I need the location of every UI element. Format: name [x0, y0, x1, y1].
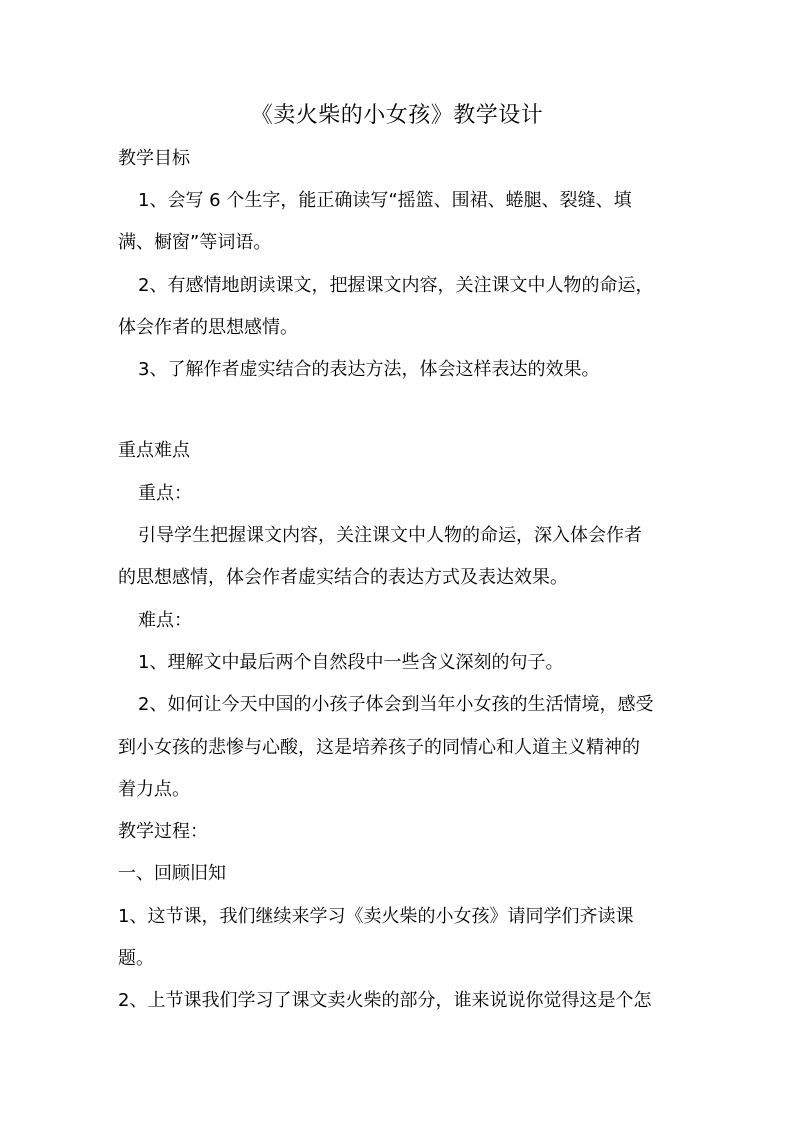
difficulty-2-line-1: 2、如何让今天中国的小孩子体会到当年小女孩的生活情境，感受 [138, 694, 654, 715]
key-point-line-2: 的思想感情，体会作者虚实结合的表达方式及表达效果。 [118, 567, 568, 588]
difficulty-2-line-3: 着力点。 [118, 779, 190, 800]
objective-1-line-1: 1、会写 6 个生字，能正确读写“摇篮、围裙、蜷腿、裂缝、填 [138, 190, 632, 211]
objective-1-line-2: 满、橱窗”等词语。 [118, 232, 272, 253]
section-heading-objectives: 教学目标 [118, 148, 190, 169]
process-item-1-line-2: 题。 [118, 948, 154, 969]
process-step-review: 一、回顾旧知 [118, 863, 226, 884]
section-heading-process: 教学过程： [118, 821, 208, 842]
process-item-2-line-1: 2、上节课我们学习了课文卖火柴的部分，谁来说说你觉得这是个怎 [118, 990, 652, 1011]
key-point-label: 重点： [138, 483, 192, 504]
objective-3-line: 3、了解作者虚实结合的表达方法，体会这样表达的效果。 [138, 359, 600, 380]
process-item-1-line-1: 1、这节课，我们继续来学习《卖火柴的小女孩》请同学们齐读课 [118, 906, 634, 927]
key-point-line-1: 引导学生把握课文内容，关注课文中人物的命运，深入体会作者 [138, 525, 642, 546]
difficulty-label: 难点： [138, 610, 192, 631]
section-heading-key-points: 重点难点 [118, 440, 190, 461]
difficulty-1-line: 1、理解文中最后两个自然段中一些含义深刻的句子。 [138, 652, 564, 673]
document-title: 《卖火柴的小女孩》教学设计 [250, 103, 544, 128]
difficulty-2-line-2: 到小女孩的悲惨与心酸，这是培养孩子的同情心和人道主义精神的 [118, 737, 640, 758]
objective-2-line-1: 2、有感情地朗读课文，把握课文内容，关注课文中人物的命运， [138, 275, 654, 296]
objective-2-line-2: 体会作者的思想感情。 [118, 317, 298, 338]
